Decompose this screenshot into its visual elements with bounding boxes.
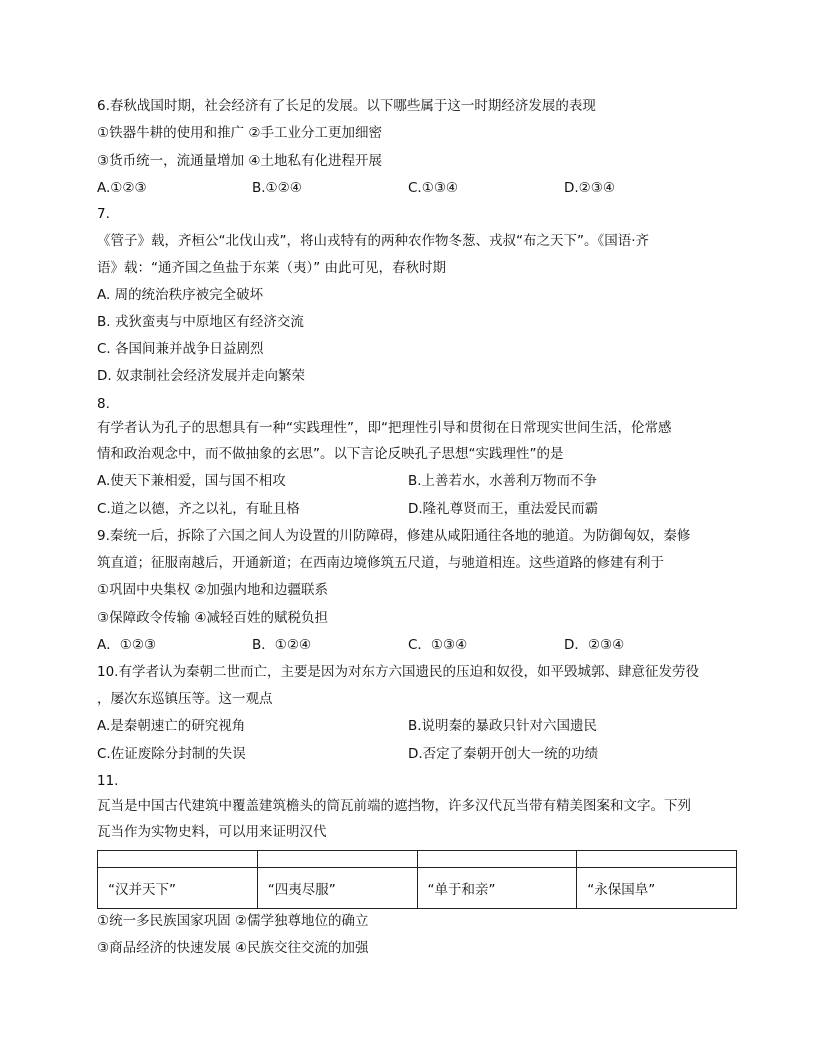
tile-inscription: “汉并天下”	[98, 868, 258, 909]
q10-stem-line-2: ，屡次东巡镇压等。这一观点	[97, 691, 273, 707]
q9-option-d[interactable]: D．②③④	[564, 637, 625, 653]
table-cell-empty	[257, 851, 417, 868]
tile-inscription-table	[97, 850, 737, 909]
q11-stem-line-1: 瓦当是中国古代建筑中覆盖建筑檐头的筒瓦前端的遮挡物，许多汉代瓦当带有精美图案和文字。下列	[97, 798, 691, 814]
q10-option-c[interactable]: C.佐证废除分封制的失误	[97, 746, 246, 762]
table-row	[98, 868, 737, 909]
q11-item-line-2: ③商品经济的快速发展 ④民族交往交流的加强	[97, 940, 369, 956]
q8-stem-line-1: 有学者认为孔子的思想具有一种“实践理性”，即“把理性引导和贯彻在日常现实世间生活，伦常感	[97, 420, 672, 436]
q9-item-line-1: ①巩固中央集权 ②加强内地和边疆联系	[97, 582, 328, 598]
q7-stem-line-1: 《管子》载，齐桓公“北伐山戎”，将山戎特有的两种农作物冬葱、戎叔“布之天下”。《国语·齐	[97, 233, 650, 249]
tile-inscription: “单于和亲”	[417, 868, 577, 909]
table-image-row	[98, 851, 737, 868]
q11-stem-line-2: 瓦当作为实物史料，可以用来证明汉代	[97, 824, 327, 840]
q8-option-a[interactable]: A.使天下兼相爱，国与国不相攻	[97, 473, 286, 489]
q10-option-b[interactable]: B.说明秦的暴政只针对六国遗民	[408, 718, 598, 734]
q11-item-line-1: ①统一多民族国家巩固 ②儒学独尊地位的确立	[97, 913, 369, 929]
q9-stem-line-2: 筑直道；征服南越后，开通新道；在西南边境修筑五尺道，与驰道相连。这些道路的修建有利于	[97, 555, 664, 571]
q9-stem-line-1: 9.秦统一后，拆除了六国之间人为设置的川防障碍，修建从咸阳通往各地的驰道。为防御匈奴，秦修	[97, 528, 691, 544]
q6-item-line-1: ①铁器牛耕的使用和推广 ②手工业分工更加细密	[97, 125, 382, 141]
tile-inscription: “永保国阜”	[577, 868, 737, 909]
q11-number: 11.	[97, 773, 119, 789]
q7-option-c[interactable]: C. 各国间兼并战争日益剧烈	[97, 341, 264, 357]
q6-option-c[interactable]: C.①③④	[408, 180, 459, 196]
q8-options-row-2	[97, 500, 737, 518]
q8-option-d[interactable]: D.隆礼尊贤而王，重法爱民而霸	[408, 501, 599, 517]
q10-options-row-2	[97, 745, 737, 763]
q10-options-row-1	[97, 717, 737, 735]
q6-option-b[interactable]: B.①②④	[252, 180, 302, 196]
table-cell-empty	[98, 851, 258, 868]
q9-option-b[interactable]: B．①②④	[252, 637, 312, 653]
q10-stem-line-1: 10.有学者认为秦朝二世而亡，主要是因为对东方六国遗民的压迫和奴役，如平毁城郭、肆意征发劳役	[97, 664, 699, 680]
q7-number: 7.	[97, 206, 110, 222]
q8-stem-line-2: 情和政治观念中，而不做抽象的玄思”。以下言论反映孔子思想“实践理性”的是	[97, 446, 564, 462]
q8-option-c[interactable]: C.道之以德，齐之以礼，有耻且格	[97, 501, 300, 517]
q9-option-c[interactable]: C．①③④	[408, 637, 468, 653]
q6-item-line-2: ③货币统一，流通量增加 ④土地私有化进程开展	[97, 153, 382, 169]
q6-option-d[interactable]: D.②③④	[564, 180, 615, 196]
q6-options	[97, 179, 737, 197]
q8-number: 8.	[97, 396, 110, 412]
table-cell-empty	[417, 851, 577, 868]
tile-inscription: “四夷尽服”	[257, 868, 417, 909]
table-cell-empty	[577, 851, 737, 868]
q7-stem-line-2: 语》载：“通齐国之鱼盐于东莱（夷）” 由此可见，春秋时期	[97, 260, 447, 276]
q9-item-line-2: ③保障政令传输 ④减轻百姓的赋税负担	[97, 610, 328, 626]
q8-option-b[interactable]: B.上善若水，水善利万物而不争	[408, 473, 598, 489]
q7-option-b[interactable]: B. 戎狄蛮夷与中原地区有经济交流	[97, 314, 304, 330]
q7-option-d[interactable]: D. 奴隶制社会经济发展并走向繁荣	[97, 368, 305, 384]
q8-options-row-1	[97, 472, 737, 490]
q7-option-a[interactable]: A. 周的统治秩序被完全破坏	[97, 287, 264, 303]
q6-stem: 6.春秋战国时期，社会经济有了长足的发展。以下哪些属于这一时期经济发展的表现	[97, 98, 596, 114]
q10-option-d[interactable]: D.否定了秦朝开创大一统的功绩	[408, 746, 599, 762]
q10-option-a[interactable]: A.是秦朝速亡的研究视角	[97, 718, 246, 734]
q6-option-a[interactable]: A.①②③	[97, 180, 147, 196]
q9-options	[97, 636, 737, 654]
q9-option-a[interactable]: A．①②③	[97, 637, 157, 653]
